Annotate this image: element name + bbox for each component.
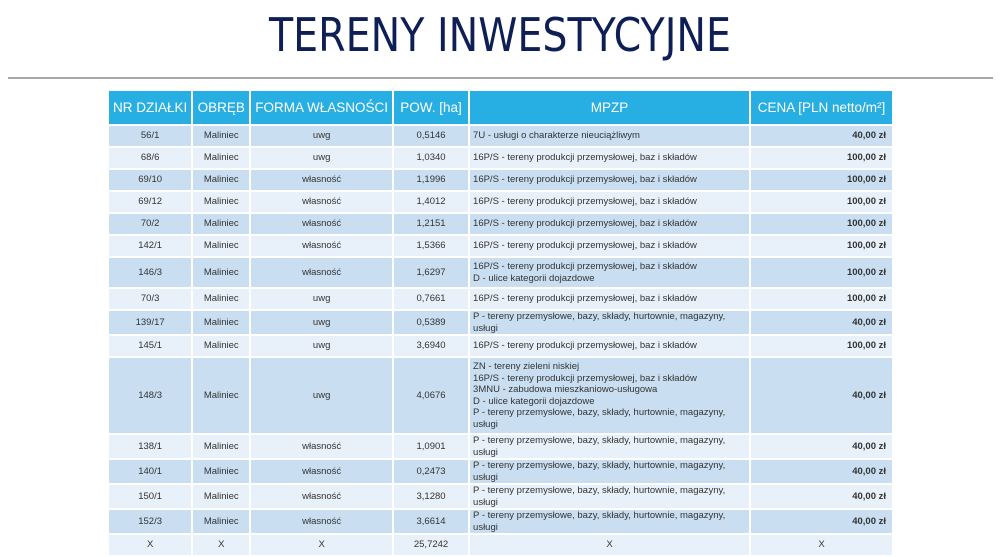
cell-mpzp [470,192,749,214]
column-header-ownership: FORMA WŁASNOŚCI [251,91,392,126]
mpzp-line: D - ulice kategorii dojazdowe [473,272,595,284]
cell-precinct: Maliniec [193,435,249,460]
cell-ownership: uwg [251,289,392,311]
cell-area: 1,6297 [394,258,468,289]
table-row [109,358,892,435]
cell-precinct: Maliniec [193,358,249,435]
cell-mpzp [470,148,749,170]
cell-price: 100,00 zł [751,170,892,192]
cell-ownership: własność [251,510,392,535]
cell-plot-number: 56/1 [109,126,191,148]
cell-price: 100,00 zł [751,148,892,170]
cell-ownership: uwg [251,336,392,358]
mpzp-line: 7U - usługi o charakterze nieuciążliwym [473,130,640,142]
mpzp-line: 16P/S - tereny produkcji przemysłowej, baz i składów [473,196,697,208]
cell-mpzp [470,289,749,311]
table-body [109,126,892,557]
investment-land-table [107,91,894,557]
cell-ownership: własność [251,258,392,289]
cell-precinct: Maliniec [193,289,249,311]
column-header-mpzp: MPZP [470,91,749,126]
cell-plot-number: 70/2 [109,214,191,236]
cell-precinct: Maliniec [193,126,249,148]
cell-plot-number: 138/1 [109,435,191,460]
mpzp-line: 16P/S - tereny produkcji przemysłowej, baz i składów [473,293,697,305]
mpzp-line: P - tereny przemysłowe, bazy, składy, hurtownie, magazyny, usługi [473,485,726,508]
cell-precinct: Maliniec [193,236,249,258]
summary-ownership: X [251,535,392,557]
cell-precinct: Maliniec [193,214,249,236]
cell-ownership: własność [251,435,392,460]
cell-ownership: własność [251,485,392,510]
cell-ownership: własność [251,460,392,485]
table-row [109,289,892,311]
table-row [109,510,892,535]
cell-plot-number: 148/3 [109,358,191,435]
cell-precinct: Maliniec [193,311,249,336]
table-row [109,336,892,358]
cell-price: 40,00 zł [751,358,892,435]
mpzp-line: 16P/S - tereny produkcji przemysłowej, baz i składów [473,218,697,230]
cell-area: 3,6940 [394,336,468,358]
cell-precinct: Maliniec [193,485,249,510]
cell-mpzp [470,214,749,236]
cell-ownership: własność [251,170,392,192]
mpzp-line: 16P/S - tereny produkcji przemysłowej, baz i składów [473,372,697,384]
table-header-row [109,91,892,126]
column-header-price: CENA [PLN netto/m²] [751,91,892,126]
mpzp-line: 16P/S - tereny produkcji przemysłowej, baz i składów [473,261,697,272]
table-row [109,311,892,336]
mpzp-line: P - tereny przemysłowe, bazy, składy, hurtownie, magazyny, usługi [473,460,726,483]
table-row [109,460,892,485]
summary-plot-number: X [109,535,191,557]
table-row [109,435,892,460]
cell-plot-number: 70/3 [109,289,191,311]
cell-mpzp [470,258,749,289]
cell-price: 40,00 zł [751,460,892,485]
column-header-area: POW. [ha] [394,91,468,126]
cell-plot-number: 150/1 [109,485,191,510]
cell-price: 40,00 zł [751,311,892,336]
cell-price: 100,00 zł [751,336,892,358]
mpzp-line: 16P/S - tereny produkcji przemysłowej, baz i składów [473,174,697,186]
summary-precinct: X [193,535,249,557]
mpzp-line: 16P/S - tereny produkcji przemysłowej, baz i składów [473,240,697,252]
cell-ownership: własność [251,214,392,236]
cell-mpzp [470,485,749,510]
cell-plot-number: 68/6 [109,148,191,170]
cell-price: 40,00 zł [751,435,892,460]
summary-mpzp: X [470,535,749,557]
title-divider [8,77,993,79]
cell-price: 40,00 zł [751,126,892,148]
cell-precinct: Maliniec [193,170,249,192]
table-row [109,192,892,214]
cell-mpzp [470,358,749,435]
cell-plot-number: 139/17 [109,311,191,336]
table-row [109,485,892,510]
cell-ownership: uwg [251,358,392,435]
cell-area: 4,0676 [394,358,468,435]
mpzp-line: 16P/S - tereny produkcji przemysłowej, baz i składów [473,152,697,164]
cell-area: 1,4012 [394,192,468,214]
cell-price: 100,00 zł [751,214,892,236]
cell-ownership: uwg [251,148,392,170]
cell-ownership: własność [251,236,392,258]
table-row [109,148,892,170]
mpzp-line: ZN - tereny zieleni niskiej [473,361,580,372]
cell-mpzp [470,460,749,485]
cell-mpzp [470,311,749,336]
cell-mpzp [470,336,749,358]
cell-mpzp [470,170,749,192]
column-header-plot-number: NR DZIAŁKI [109,91,191,126]
cell-area: 1,0901 [394,435,468,460]
table-row [109,126,892,148]
cell-price: 100,00 zł [751,236,892,258]
table-row [109,236,892,258]
table-row [109,214,892,236]
summary-row [109,535,892,557]
cell-ownership: uwg [251,126,392,148]
table-row [109,170,892,192]
cell-mpzp [470,510,749,535]
summary-price: X [751,535,892,557]
cell-precinct: Maliniec [193,460,249,485]
mpzp-line: 3MNU - zabudowa mieszkaniowo-usługowa [473,384,658,395]
cell-area: 1,5366 [394,236,468,258]
cell-price: 40,00 zł [751,510,892,535]
cell-area: 0,2473 [394,460,468,485]
mpzp-line: P - tereny przemysłowe, bazy, składy, hurtownie, magazyny, usługi [473,407,726,430]
cell-mpzp [470,435,749,460]
cell-precinct: Maliniec [193,192,249,214]
cell-area: 0,5146 [394,126,468,148]
cell-plot-number: 69/10 [109,170,191,192]
cell-area: 3,1280 [394,485,468,510]
cell-area: 0,7661 [394,289,468,311]
cell-ownership: własność [251,192,392,214]
cell-precinct: Maliniec [193,336,249,358]
cell-mpzp [470,126,749,148]
mpzp-line: P - tereny przemysłowe, bazy, składy, hurtownie, magazyny, usługi [473,435,726,458]
page-title: TERENY INWESTYCYJNE [269,8,731,62]
table-row [109,258,892,289]
mpzp-line: 16P/S - tereny produkcji przemysłowej, baz i składów [473,340,697,352]
cell-price: 100,00 zł [751,258,892,289]
cell-mpzp [470,236,749,258]
cell-ownership: uwg [251,311,392,336]
cell-plot-number: 152/3 [109,510,191,535]
cell-area: 3,6614 [394,510,468,535]
cell-precinct: Maliniec [193,510,249,535]
cell-area: 1,0340 [394,148,468,170]
cell-plot-number: 145/1 [109,336,191,358]
cell-precinct: Maliniec [193,258,249,289]
cell-area: 1,1996 [394,170,468,192]
mpzp-line: P - tereny przemysłowe, bazy, składy, hurtownie, magazyny, usługi [473,510,726,533]
cell-plot-number: 142/1 [109,236,191,258]
cell-price: 100,00 zł [751,192,892,214]
cell-price: 100,00 zł [751,289,892,311]
cell-precinct: Maliniec [193,148,249,170]
cell-price: 40,00 zł [751,485,892,510]
cell-plot-number: 146/3 [109,258,191,289]
mpzp-line: D - ulice kategorii dojazdowe [473,395,595,407]
cell-plot-number: 140/1 [109,460,191,485]
summary-total-area: 25,7242 [394,535,468,557]
cell-plot-number: 69/12 [109,192,191,214]
column-header-precinct: OBRĘB [193,91,249,126]
mpzp-line: P - tereny przemysłowe, bazy, składy, hurtownie, magazyny, usługi [473,311,726,334]
cell-area: 1,2151 [394,214,468,236]
cell-area: 0,5389 [394,311,468,336]
